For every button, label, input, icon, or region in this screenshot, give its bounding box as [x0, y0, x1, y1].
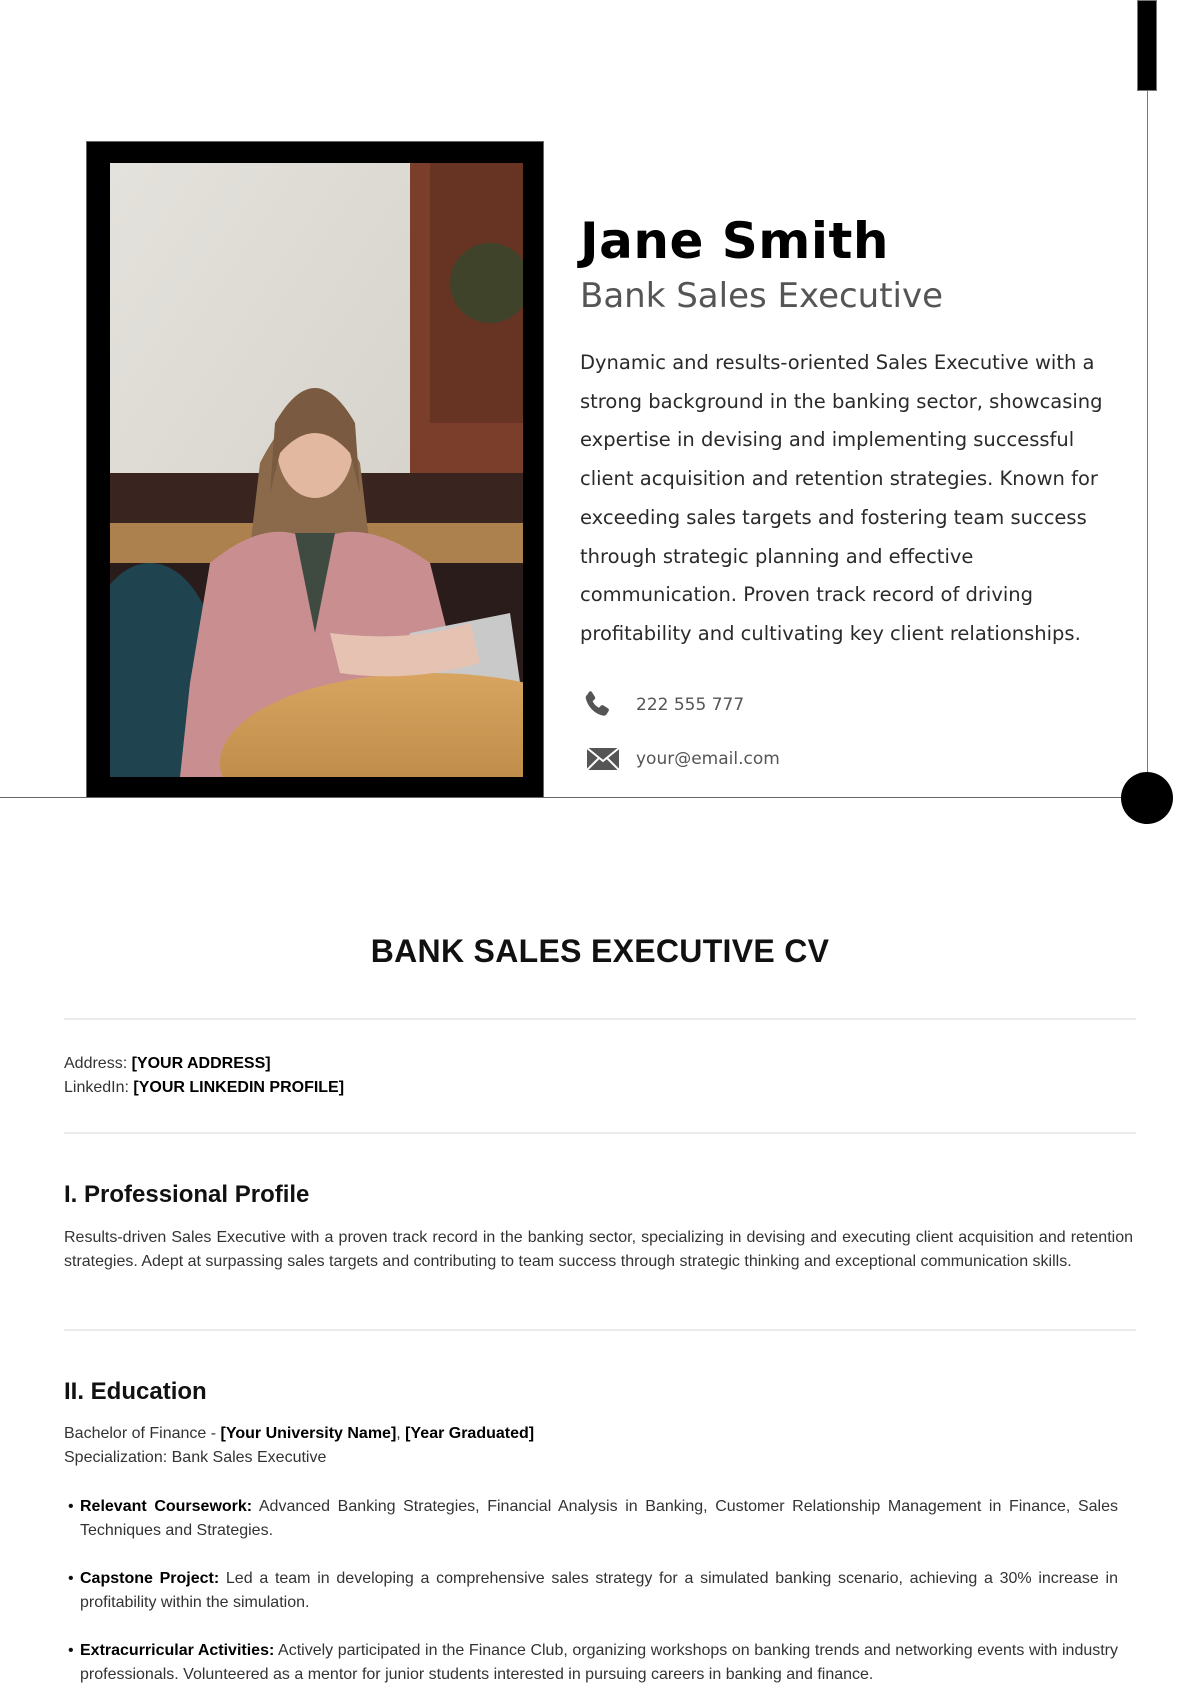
divider — [64, 1018, 1136, 1020]
divider — [64, 1132, 1136, 1134]
education-bullet — [68, 1567, 1118, 1615]
candidate-role: Bank Sales Executive — [580, 276, 944, 316]
degree-line — [64, 1422, 534, 1446]
phone-icon — [580, 688, 636, 722]
contact-phone — [580, 688, 744, 722]
bullet-text: Led a team in developing a comprehensive sales strategy for a simulated banking scenario, achieving a 30% increase in profitability within the simulation. — [80, 1570, 1118, 1611]
section-heading-education: II. Education — [64, 1378, 207, 1405]
bullet-label: Extracurricular Activities: — [80, 1642, 275, 1659]
candidate-name: Jane Smith — [580, 212, 890, 270]
section-heading-profile: I. Professional Profile — [64, 1181, 310, 1208]
email-icon — [580, 746, 636, 772]
bullet-text: Advanced Banking Strategies, Financial Analysis in Banking, Customer Relationship Management in Finance, Sales Techniques and Strategies. — [80, 1498, 1118, 1539]
graduation-year: [Year Graduated] — [405, 1425, 535, 1442]
bullet-label: Relevant Coursework: — [80, 1498, 253, 1515]
education-bullet — [68, 1639, 1118, 1687]
phone-number[interactable]: 222 555 777 — [636, 695, 745, 715]
hero-summary: Dynamic and results-oriented Sales Executive with a strong background in the banking sector, showcasing expertise in devising and implementing successful client acquisition and retention strategies. Known for exceeding sales targets and fostering team success through strategic planning and effective communication. Proven track record of driving profitability and cultivating key client relationships. — [580, 351, 1103, 645]
bullet-label: Capstone Project: — [80, 1570, 220, 1587]
profile-photo — [110, 163, 523, 777]
address-value: [YOUR ADDRESS] — [131, 1055, 271, 1072]
linkedin-label: LinkedIn: — [64, 1079, 134, 1096]
email-address[interactable]: your@email.com — [636, 749, 780, 769]
decorative-top-bar — [1137, 0, 1157, 91]
address-line — [64, 1052, 271, 1076]
degree-name: Bachelor of Finance - — [64, 1425, 221, 1442]
decorative-circle — [1121, 772, 1173, 824]
education-bullet — [68, 1495, 1118, 1543]
separator: , — [396, 1425, 406, 1442]
specialization-line: Specialization: Bank Sales Executive — [64, 1449, 327, 1466]
bullet-text: Actively participated in the Finance Club, organizing workshops on banking trends and networking events with industry professionals. Volunteered as a mentor for junior students interested in pursuing careers in banking and finance. — [80, 1642, 1119, 1683]
divider — [64, 1329, 1136, 1331]
contact-email — [580, 746, 780, 772]
university-name: [Your University Name] — [220, 1425, 397, 1442]
cv-title: BANK SALES EXECUTIVE CV — [370, 933, 830, 969]
linkedin-line — [64, 1076, 344, 1100]
linkedin-value: [YOUR LINKEDIN PROFILE] — [133, 1079, 345, 1096]
decorative-vertical-line — [1147, 91, 1148, 798]
profile-paragraph: Results-driven Sales Executive with a proven track record in the banking sector, specializing in devising and executing client acquisition and retention strategies. Adept at surpassing sales targets and contributing to team success through strategic thinking and exceptional communication skills. — [64, 1229, 1133, 1270]
address-label: Address: — [64, 1055, 132, 1072]
